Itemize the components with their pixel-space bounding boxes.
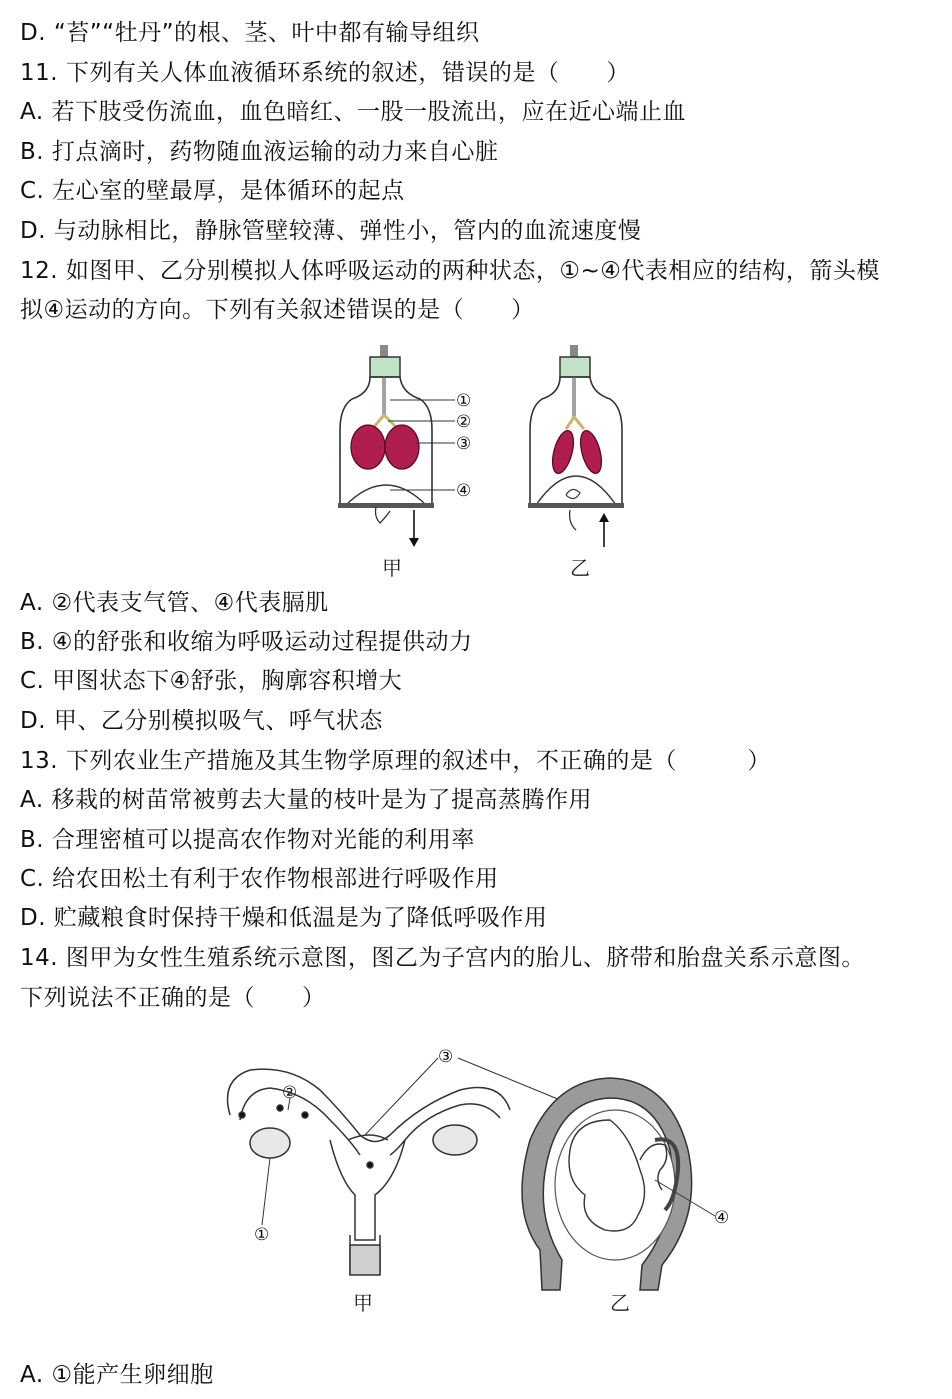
option-b-q12: B. ④的舒张和收缩为呼吸运动过程提供动力 xyxy=(20,629,473,655)
label-3-jia: ③ xyxy=(456,434,472,454)
caption-yi: 乙 xyxy=(570,556,590,580)
label-1-jia: ① xyxy=(456,391,472,411)
option-c-q11: C. 左心室的壁最厚，是体循环的起点 xyxy=(20,178,405,204)
question-14-stem-line1: 14. 图甲为女性生殖系统示意图，图乙为子宫内的胎儿、脐带和胎盘关系示意图。 xyxy=(20,945,865,971)
label-2-oviduct: ② xyxy=(282,1083,298,1103)
option-b-q11: B. 打点滴时，药物随血液运输的动力来自心脏 xyxy=(20,139,499,165)
label-4-jia: ④ xyxy=(456,481,472,501)
caption-jia-2: 甲 xyxy=(353,1291,373,1315)
option-a-q12: A. ②代表支气管、④代表膈肌 xyxy=(20,590,329,616)
question-12-stem-line2: 拟④运动的方向。下列有关叙述错误的是（ ） xyxy=(20,297,535,323)
bell-jar-yi xyxy=(528,345,624,580)
respiration-model-figure xyxy=(330,335,630,585)
lung-right-yi xyxy=(577,428,606,475)
question-12-stem-line1: 12. 如图甲、乙分别模拟人体呼吸运动的两种状态，①~④代表相应的结构，箭头模 xyxy=(20,258,880,284)
fetus-in-uterus-diagram xyxy=(522,1078,692,1290)
label-2-jia: ② xyxy=(456,412,472,432)
caption-yi-2: 乙 xyxy=(610,1291,630,1315)
option-d-q11: D. 与动脉相比，静脉管壁较薄、弹性小，管内的血流速度慢 xyxy=(20,218,642,244)
question-14-stem-line2: 下列说法不正确的是（ ） xyxy=(20,985,326,1011)
lung-left xyxy=(351,425,385,469)
option-c-q13: C. 给农田松土有利于农作物根部进行呼吸作用 xyxy=(20,866,499,892)
option-a-q11: A. 若下肢受伤流血，血色暗红、一股一股流出，应在近心端止血 xyxy=(20,99,686,125)
female-reproductive-diagram xyxy=(228,1069,511,1275)
label-1-ovary: ① xyxy=(254,1225,270,1245)
option-d-q13: D. 贮藏粮食时保持干燥和低温是为了降低呼吸作用 xyxy=(20,905,548,931)
lung-left-yi xyxy=(549,428,578,475)
caption-jia: 甲 xyxy=(382,556,402,580)
label-3-uterus: ③ xyxy=(438,1047,454,1067)
option-a-q14: A. ①能产生卵细胞 xyxy=(20,1362,214,1388)
label-4-umbilical: ④ xyxy=(714,1208,730,1228)
option-d-q10: D. “苔”“牡丹”的根、茎、叶中都有输导组织 xyxy=(20,20,480,46)
lung-right xyxy=(385,425,419,469)
question-11-stem: 11. 下列有关人体血液循环系统的叙述，错误的是（ ） xyxy=(20,60,630,86)
option-b-q13: B. 合理密植可以提高农作物对光能的利用率 xyxy=(20,827,475,853)
option-a-q13: A. 移栽的树苗常被剪去大量的枝叶是为了提高蒸腾作用 xyxy=(20,787,592,813)
reproduction-figure xyxy=(210,1040,750,1325)
question-13-stem: 13. 下列农业生产措施及其生物学原理的叙述中，不正确的是（ ） xyxy=(20,748,771,774)
option-d-q12: D. 甲、乙分别模拟吸气、呼气状态 xyxy=(20,708,383,734)
option-c-q12: C. 甲图状态下④舒张，胸廓容积增大 xyxy=(20,668,403,694)
bell-jar-jia xyxy=(338,345,471,580)
